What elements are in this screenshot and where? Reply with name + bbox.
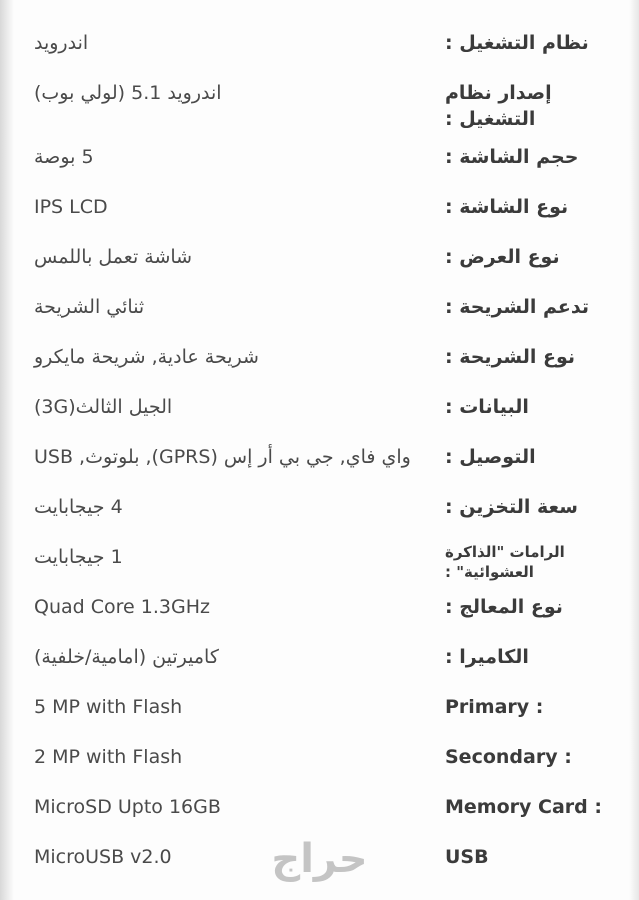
spec-value: 5 بوصة <box>34 146 94 168</box>
watermark: حراج <box>271 836 368 882</box>
spec-label: حجم الشاشة : <box>445 146 579 168</box>
spec-value: 2 MP with Flash <box>34 746 183 768</box>
table-row <box>16 68 617 132</box>
spec-label: الكاميرا : <box>445 646 529 668</box>
spec-label-usb: USB <box>445 846 489 868</box>
table-row <box>16 382 617 432</box>
spec-label: نوع العرض : <box>445 246 560 268</box>
table-row <box>16 182 617 232</box>
table-row <box>16 432 617 482</box>
spec-label: نوع المعالج : <box>445 596 563 618</box>
spec-value: اندرويد <box>34 32 89 54</box>
spec-label: نظام التشغيل : <box>445 32 589 54</box>
table-row <box>16 582 617 632</box>
spec-label: البيانات : <box>445 396 529 418</box>
spec-value: شاشة تعمل باللمس <box>34 246 193 268</box>
table-row <box>16 632 617 682</box>
table-row <box>16 682 617 732</box>
spec-value: الجيل الثالث(3G) <box>34 396 173 418</box>
spec-value: MicroUSB v2.0 <box>34 846 172 868</box>
table-row <box>16 732 617 782</box>
spec-value: Quad Core 1.3GHz <box>34 596 210 618</box>
spec-value: MicroSD Upto 16GB <box>34 796 221 818</box>
spec-value: شريحة عادية, شريحة مايكرو <box>34 346 259 368</box>
spec-value: واي فاي, جي بي أر إس (GPRS), بلوتوث, USB <box>34 446 411 468</box>
table-row <box>16 232 617 282</box>
table-row <box>16 832 617 882</box>
spec-label: Primary : <box>445 696 544 718</box>
spec-label: الرامات "الذاكرة العشوائية" : <box>445 543 565 581</box>
spec-label: تدعم الشريحة : <box>445 296 589 318</box>
table-row <box>16 532 617 582</box>
table-row <box>16 282 617 332</box>
table-row <box>16 18 617 68</box>
table-row <box>16 332 617 382</box>
spec-value: كاميرتين (امامية/خلفية) <box>34 646 219 668</box>
spec-value: 5 MP with Flash <box>34 696 183 718</box>
table-row <box>16 132 617 182</box>
spec-label: نوع الشاشة : <box>445 196 569 218</box>
spec-label: سعة التخزين : <box>445 496 578 518</box>
spec-label: التوصيل : <box>445 446 536 468</box>
spec-label: Memory Card : <box>445 796 602 818</box>
spec-label: Secondary : <box>445 746 572 768</box>
spec-label: نوع الشريحة : <box>445 346 576 368</box>
spec-value: 1 جيجابايت <box>34 546 123 568</box>
spec-value: 4 جيجابايت <box>34 496 123 518</box>
spec-value: IPS LCD <box>34 196 108 218</box>
spec-label: إصدار نظام التشغيل : <box>445 82 552 130</box>
spec-value: ثنائي الشريحة <box>34 296 145 318</box>
specifications-table <box>0 18 639 882</box>
spec-value: اندرويد 5.1 (لولي بوب) <box>34 82 222 104</box>
table-row <box>16 482 617 532</box>
table-row <box>16 782 617 832</box>
